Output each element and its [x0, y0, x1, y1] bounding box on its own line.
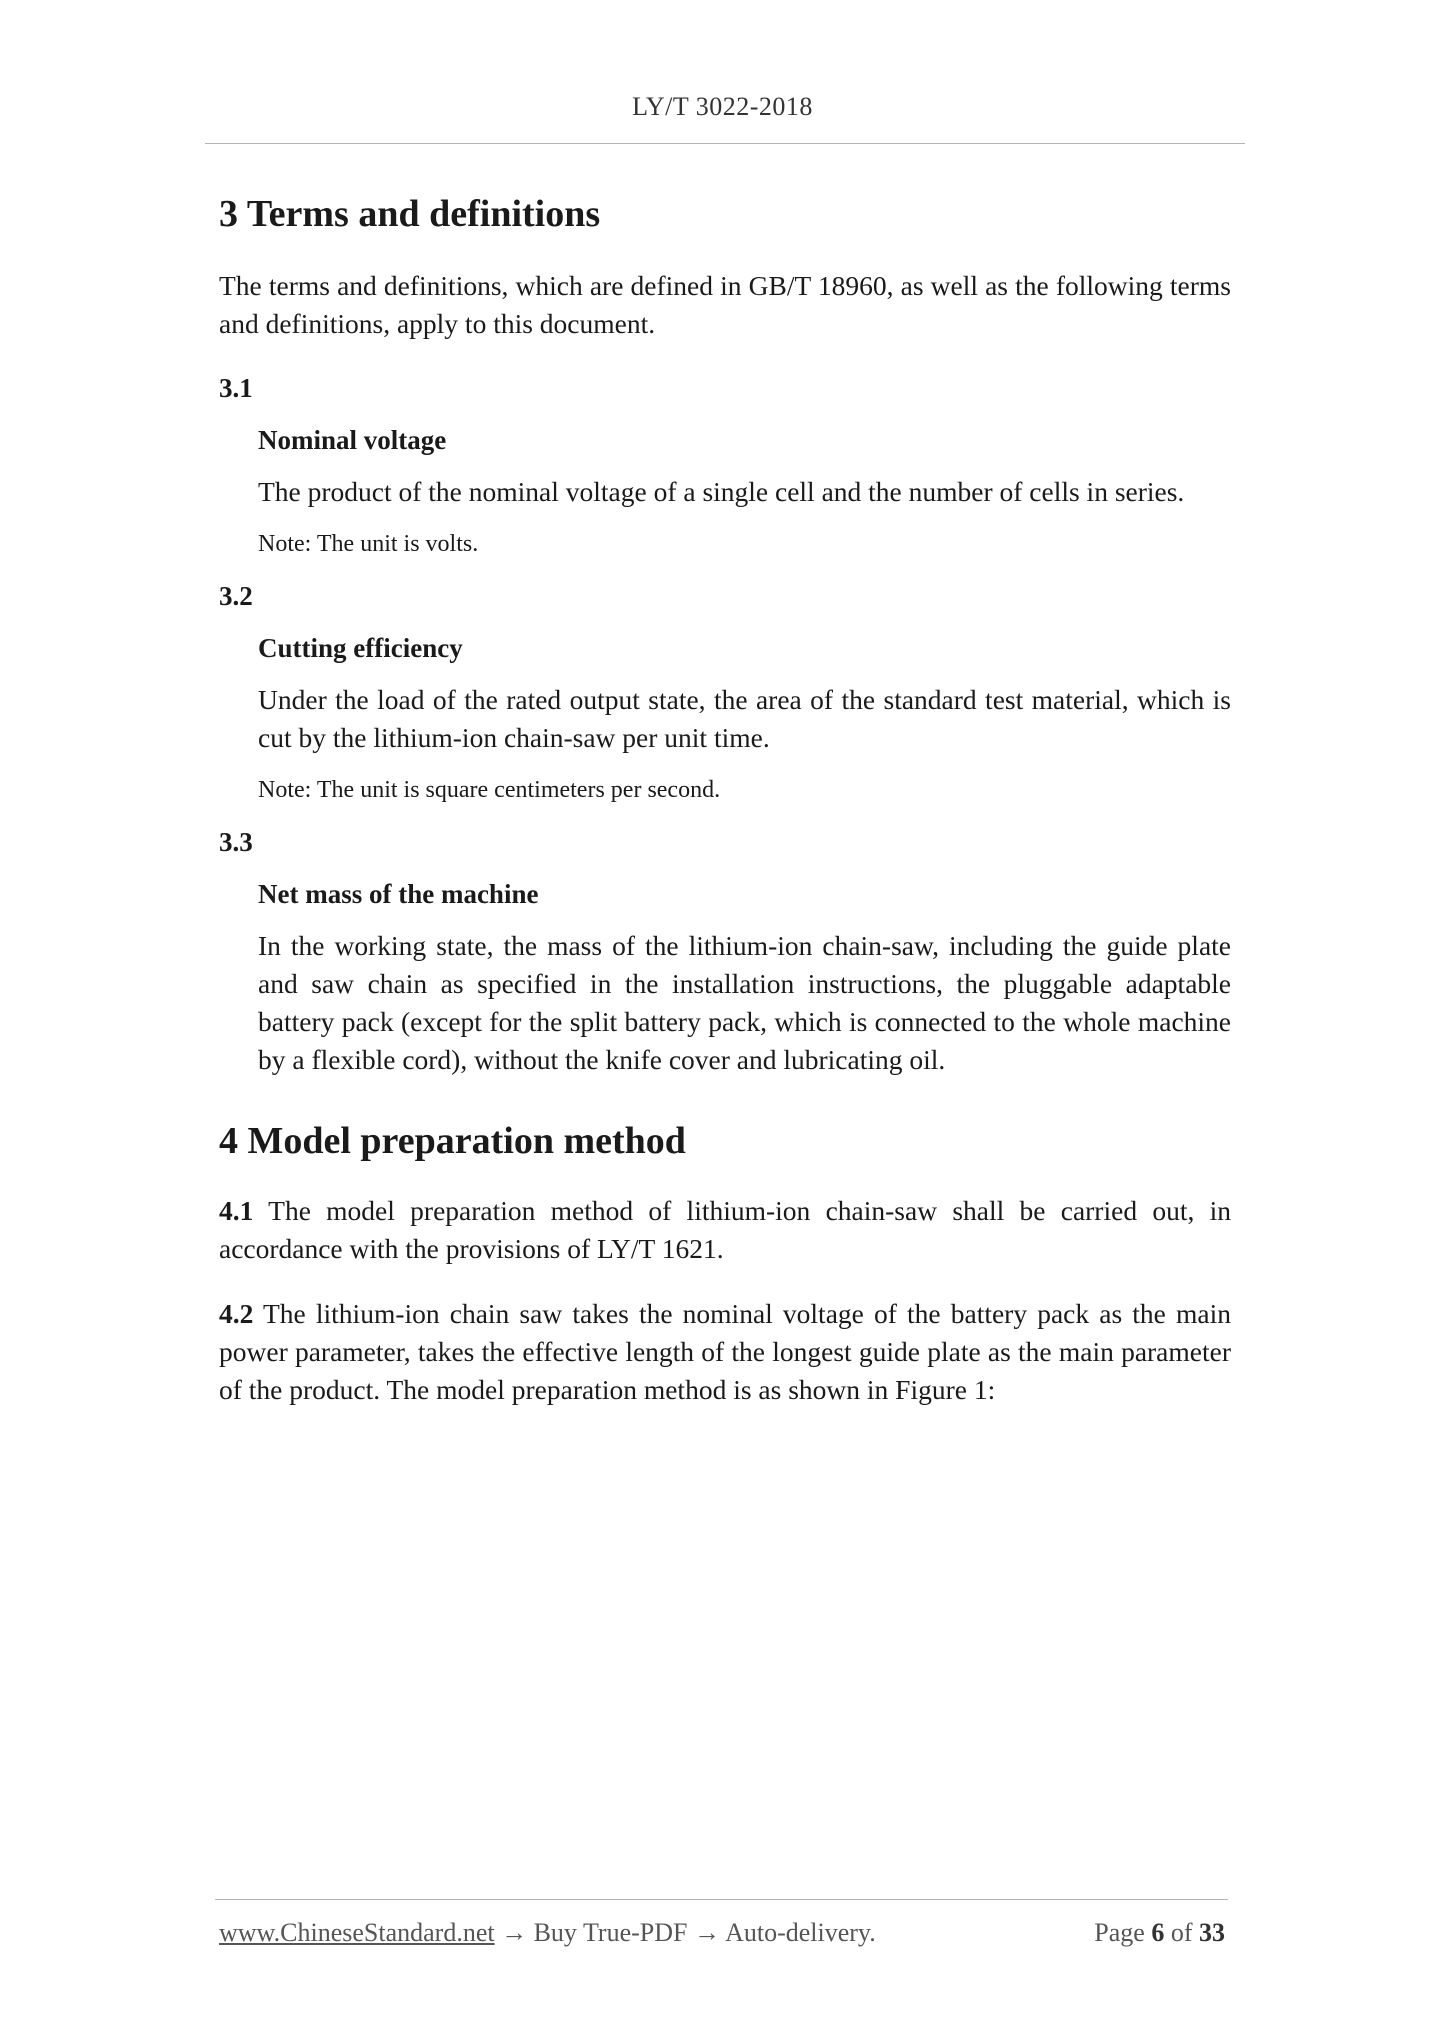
term-cutting-efficiency: Cutting efficiency — [258, 633, 463, 663]
definition-cutting-efficiency: Under the load of the rated output state, the area of the standard test material, which is cut by the lithium-ion chain-saw per unit time. — [258, 684, 1231, 753]
definition-net-mass: In the working state, the mass of the lithium-ion chain-saw, including the guide plate and saw chain as specified in the installation instructions, the pluggable adaptable battery pack (except for the split battery pack, which is connected to the whole machine by a flexible cord), without the knife cover and lubricating oil. — [258, 930, 1231, 1075]
note-cutting-efficiency: Note: The unit is square centimeters per second. — [258, 777, 721, 803]
document-code-header: LY/T 3022-2018 — [632, 92, 813, 121]
clause-number-4-1: 4.1 — [219, 1195, 254, 1226]
header-divider — [205, 143, 1245, 144]
page-content — [219, 188, 1231, 1409]
page-total: 33 — [1199, 1918, 1225, 1947]
paragraph-4-2-text: The lithium-ion chain saw takes the nominal voltage of the battery pack as the main power parameter, takes the effective length of the longest guide plate as the main parameter of the product. The model preparation method is as shown in Figure 1: — [219, 1298, 1231, 1405]
page-indicator — [1094, 1918, 1225, 1948]
section-3-intro: The terms and definitions, which are defined in GB/T 18960, as well as the following terms and definitions, apply to this document. — [219, 270, 1231, 339]
clause-number-3-1: 3.1 — [219, 373, 253, 403]
page-current: 6 — [1151, 1918, 1165, 1947]
section-4-heading: 4 Model preparation method — [219, 1120, 686, 1162]
page-footer — [219, 1918, 1225, 1956]
clause-number-3-2: 3.2 — [219, 581, 253, 611]
auto-delivery-text: Auto-delivery. — [725, 1918, 876, 1947]
footer-promo — [219, 1918, 876, 1948]
buy-true-pdf-text: Buy True-PDF — [533, 1918, 688, 1947]
clause-number-3-3: 3.3 — [219, 827, 253, 857]
definition-nominal-voltage: The product of the nominal voltage of a single cell and the number of cells in series. — [258, 476, 1185, 507]
of-label: of — [1170, 1918, 1193, 1947]
term-net-mass: Net mass of the machine — [258, 879, 539, 909]
note-nominal-voltage: Note: The unit is volts. — [258, 531, 479, 557]
paragraph-4-1-text: The model preparation method of lithium-ion chain-saw shall be carried out, in accordance with the provisions of LY/T 1621. — [219, 1195, 1231, 1264]
site-link[interactable]: www.ChineseStandard.net — [219, 1918, 495, 1947]
clause-number-4-2: 4.2 — [219, 1298, 254, 1329]
paragraph-4-1 — [219, 1192, 1231, 1268]
paragraph-4-2 — [219, 1295, 1231, 1409]
term-nominal-voltage: Nominal voltage — [258, 425, 447, 455]
arrow-right-icon: → — [687, 1918, 726, 1947]
footer-divider — [215, 1899, 1228, 1900]
arrow-right-icon: → — [494, 1918, 534, 1947]
section-3-heading: 3 Terms and definitions — [219, 193, 601, 235]
page-label: Page — [1094, 1918, 1145, 1947]
